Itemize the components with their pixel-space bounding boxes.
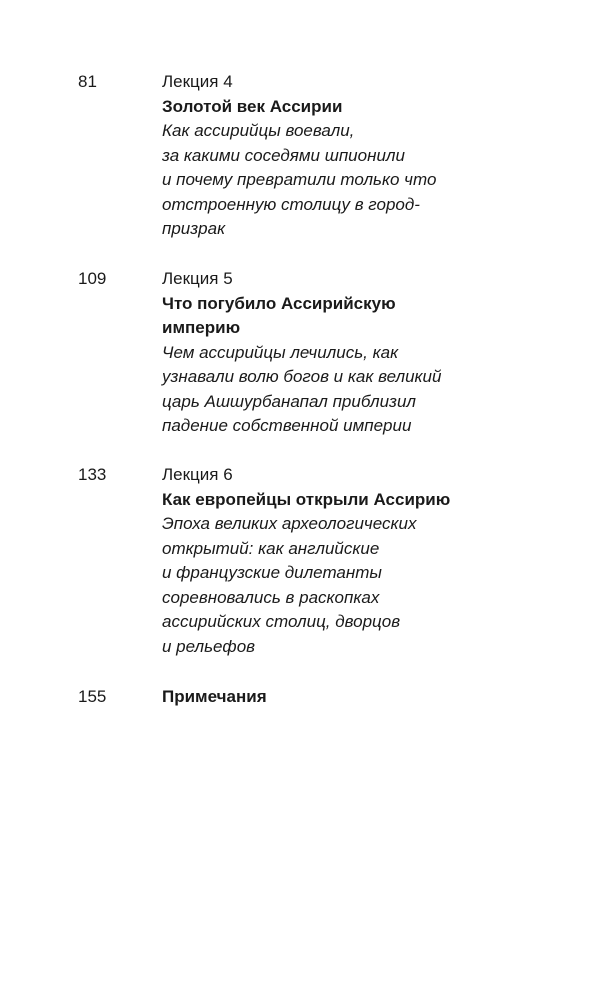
lecture-description-line: царь Ашшурбанапал приблизил	[162, 391, 417, 411]
entry-body	[162, 267, 562, 439]
page-number: 155	[78, 687, 107, 706]
lecture-description-line: и французские дилетанты	[162, 563, 382, 582]
entry-body	[162, 70, 562, 242]
lecture-description-line: Чем ассирийцы лечились, как	[162, 342, 399, 362]
lecture-description-line: Как ассирийцы воевали,	[162, 121, 355, 140]
lecture-description-line: призрак	[162, 219, 226, 238]
lecture-description-line: и почему превратили только что	[162, 170, 437, 189]
lecture-description-line: падение собственной империи	[162, 416, 412, 435]
lecture-label: Лекция 6	[162, 465, 233, 484]
lecture-description-line: открытий: как английские	[162, 538, 380, 558]
entry-body	[162, 463, 562, 659]
lecture-title: империю	[162, 318, 241, 337]
lecture-description-line: за какими соседями шпионили	[162, 145, 405, 165]
lecture-description-line: соревновались в раскопках	[162, 587, 380, 607]
lecture-title: Что погубило Ассирийскую	[162, 293, 396, 313]
lecture-label: Лекция 5	[162, 269, 233, 288]
lecture-description-line: и рельефов	[162, 636, 256, 656]
lecture-description-line: ассирийских столиц, дворцов	[162, 612, 401, 631]
notes-title: Примечания	[162, 687, 267, 706]
lecture-label: Лекция 4	[162, 72, 233, 91]
lecture-description-line: Эпоха великих археологических	[162, 514, 417, 533]
lecture-title: Золотой век Ассирии	[162, 96, 343, 116]
page-number: 109	[78, 269, 107, 288]
lecture-description-line: узнавали волю богов и как великий	[162, 367, 442, 386]
lecture-description-line: отстроенную столицу в город-	[162, 194, 420, 214]
entry-body	[162, 685, 562, 710]
lecture-title: Как европейцы открыли Ассирию	[162, 489, 451, 509]
page-number: 133	[78, 465, 107, 484]
page-number: 81	[78, 72, 97, 91]
